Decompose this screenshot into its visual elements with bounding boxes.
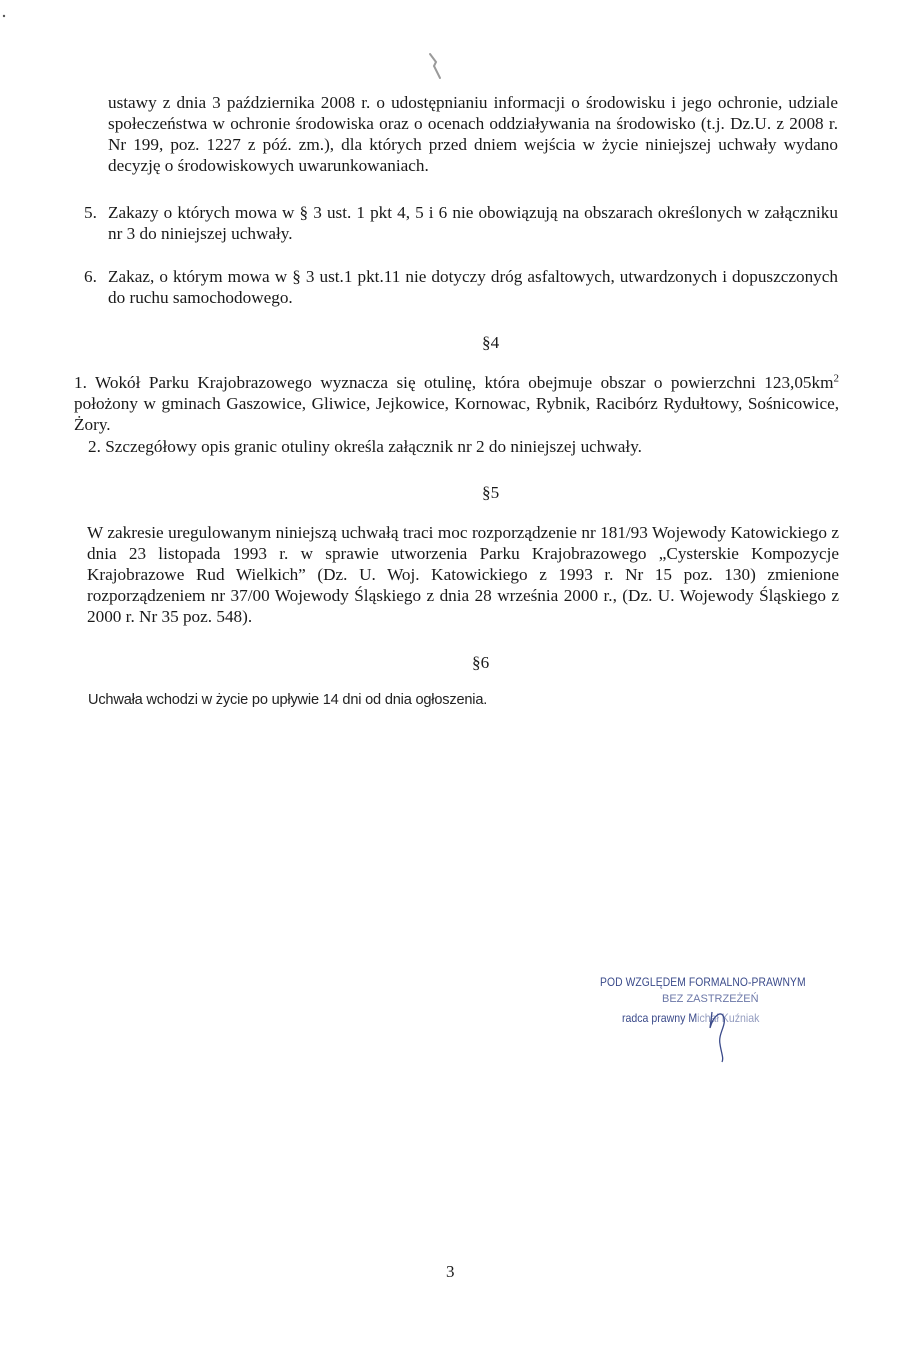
stamp-line-2: BEZ ZASTRZEŻEŃ: [662, 993, 759, 1005]
section4-paragraph-1: [74, 372, 839, 435]
list-item-5: [84, 202, 838, 244]
section4-paragraph-1-rest: położony w gminach Gaszowice, Gliwice, Jejkowice, Kornowac, Rybnik, Racibórz Rydułtowy, Sośnicowice, Żory.: [74, 394, 839, 434]
section4-paragraph-2: 2. Szczegółowy opis granic otuliny określa załącznik nr 2 do niniejszej uchwały.: [88, 437, 642, 456]
page-number: 3: [446, 1262, 455, 1281]
stamp-signer-title: radca prawny M: [622, 1011, 698, 1025]
stamp-signer-name: ichał Kuźniak: [697, 1011, 760, 1025]
list-item-text: Zakaz, o którym mowa w § 3 ust.1 pkt.11 nie dotyczy dróg asfaltowych, utwardzonych i dopuszczonych do ruchu samochodowego.: [108, 267, 838, 307]
section-heading-5: §5: [482, 483, 500, 502]
list-item-number: 6.: [84, 267, 97, 286]
list-item-number: 5.: [84, 203, 97, 222]
section6-paragraph: Uchwała wchodzi w życie po upływie 14 dni od dnia ogłoszenia.: [88, 692, 488, 708]
section-heading-4: §4: [482, 333, 500, 352]
list-item-6: [84, 266, 838, 308]
superscript: 2: [833, 372, 839, 385]
scan-artifact-mark: [426, 52, 446, 82]
handwritten-signature: [700, 1004, 740, 1064]
section-heading-6: §6: [472, 653, 490, 672]
list-item-text: Zakazy o których mowa w § 3 ust. 1 pkt 4, 5 i 6 nie obowiązują na obszarach określonych w załączniku nr 3 do niniejszej uchwały.: [108, 203, 838, 243]
intro-paragraph: ustawy z dnia 3 października 2008 r. o udostępnianiu informacji o środowisku i jego ochronie, udziale społeczeństwa w ochronie środowiska oraz o ocenach oddziaływania na środowisko (t.j. Dz.U. z 2008 r. Nr 199, poz. 1227 z póź. zm.), dla których przed dniem wejścia w życie niniejszej uchwały wydano decyzję o środowiskowych uwarunkowaniach.: [108, 93, 838, 175]
stamp-line-1: POD WZGLĘDEM FORMALNO-PRAWNYM: [600, 975, 806, 989]
scan-corner-dot: [2, 14, 10, 22]
section5-paragraph: W zakresie uregulowanym niniejszą uchwałą traci moc rozporządzenie nr 181/93 Wojewody Katowickiego z dnia 23 listopada 1993 r. w sprawie utworzenia Parku Krajobrazowego „Cysterskie Kompozycje Krajobrazowe Rud Wielkich” (Dz. U. Woj. Katowickiego z 1993 r. Nr 15 poz. 130) zmienione rozporządzeniem nr 37/00 Wojewody Śląskiego z dnia 28 września 2000 r., (Dz. U. Wojewody Śląskiego z 2000 r. Nr 35 poz. 548).: [87, 523, 839, 626]
section4-paragraph-1-text: 1. Wokół Parku Krajobrazowego wyznacza się otulinę, która obejmuje obszar o powierzchni 123,05km: [74, 373, 834, 392]
